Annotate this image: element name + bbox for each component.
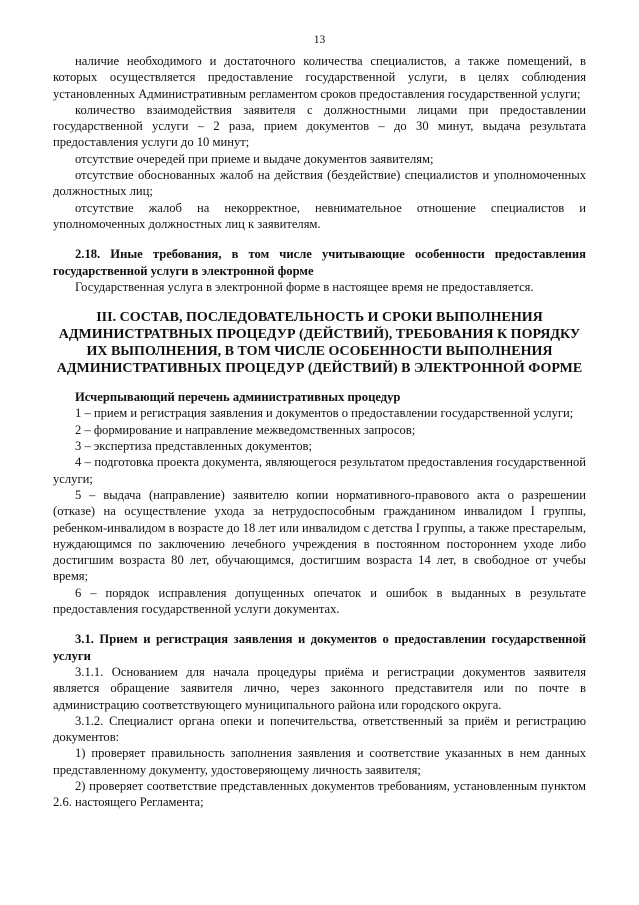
spacer (53, 295, 586, 309)
spacer (53, 617, 586, 631)
list-item: 4 – подготовка проекта документа, являющегося результатом предоставления государственной услуги; (53, 455, 586, 486)
spacer (53, 232, 586, 246)
paragraph: отсутствие жалоб на некорректное, невнимательное отношение специалистов и уполномоченных должностных лиц к заявителям. (53, 200, 586, 231)
list-item: 5 – выдача (направление) заявителю копии нормативного-правового акта о разрешении (отказе) на осуществление ухода за нетрудоспособным гражданином инвалидом I группы, ребенком-инвалидом в возрасте до 18 лет или инвалидом с детства I группы, а также престарелым, нуждающимся по заключению лечебного учреждения в постоянном постороннем уходе либо достигшим возраста 80 лет, обучающимся, достигшим возраста 14 лет, в свободное от учебы время; (53, 487, 586, 584)
page-number: 13 (313, 34, 326, 46)
list-item: 1 – прием и регистрация заявления и документов о предоставлении государственной услуги; (75, 406, 574, 421)
section-2-18-heading: 2.18. Иные требования, в том числе учитывающие особенности предоставления государственной услуги в электронной форме (53, 247, 586, 278)
procedures-list-title: Исчерпывающий перечень административных процедур (75, 390, 401, 405)
paragraph: отсутствие очередей при приеме и выдаче документов заявителям; (75, 151, 434, 166)
paragraph: Государственная услуга в электронной форме в настоящее время не предоставляется. (75, 279, 534, 294)
section-3-heading: III. СОСТАВ, ПОСЛЕДОВАТЕЛЬНОСТЬ И СРОКИ ВЫПОЛНЕНИЯ АДМИНИСТРАТВНЫХ ПРОЦЕДУР (ДЕЙСТВИЙ), ТРЕБОВАНИЯ К ПОРЯДКУ ИХ ВЫПОЛНЕНИЯ, В ТОМ ЧИСЛЕ ОСОБЕННОСТИ ВЫПОЛНЕНИЯ АДМИНИСТРАТИВНЫХ ПРОЦЕДУР (ДЕЙСТВИЙ) В ЭЛЕКТРОННОЙ ФОРМЕ (56, 310, 583, 377)
paragraph: 3.1.2. Специалист органа опеки и попечительства, ответственный за приём и регистрацию документов: (53, 713, 586, 745)
list-item: 3 – экспертиза представленных документов; (75, 439, 313, 454)
section-3-1-heading: 3.1. Прием и регистрация заявления и документов о предоставлении государственной услуги (53, 632, 586, 663)
page-body (53, 53, 586, 811)
paragraph: 3.1.1. Основанием для начала процедуры приёма и регистрации документов заявителя является обращение заявителя лично, через законного представителя или по почте в администрацию соответствующего муниципального района или городского округа. (53, 664, 586, 712)
paragraph: количество взаимодействия заявителя с должностными лицами при предоставлении государственной услуги – 2 раза, прием документов – до 30 минут, выдача результата предоставления услуги до 10 минут; (53, 102, 586, 150)
list-item: 6 – порядок исправления допущенных опечаток и ошибок в выданных в результате предоставления государственной услуги документах. (53, 585, 586, 617)
paragraph: наличие необходимого и достаточного количества специалистов, а также помещений, в которых осуществляется предоставление государственной услуги, в целях соблюдения установленных Административным регламентом сроков предоставления государственной услуги; (53, 54, 586, 101)
list-item: 2 – формирование и направление межведомственных запросов; (75, 422, 416, 437)
paragraph: 1) проверяет правильность заполнения заявления и соответствие указанных в нем данных представленному документу, удостоверяющему личность заявителя; (53, 746, 586, 777)
spacer (53, 377, 586, 389)
paragraph: 2) проверяет соответствие представленных документов требованиям, установленным пунктом 2.6. настоящего Регламента; (53, 778, 586, 810)
paragraph: отсутствие обоснованных жалоб на действия (бездействие) специалистов и уполномоченных должностных лиц; (53, 168, 586, 199)
